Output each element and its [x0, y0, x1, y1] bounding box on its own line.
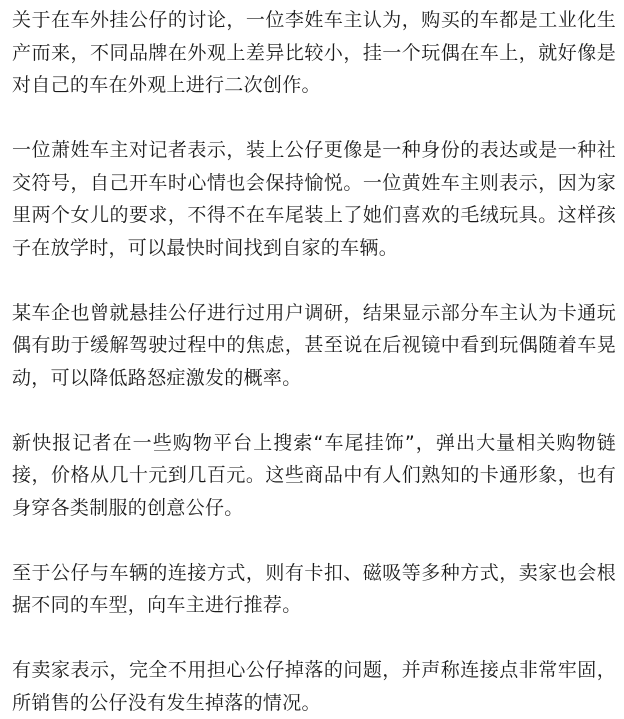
article-paragraph: 某车企也曾就悬挂公仔进行过用户调研，结果显示部分车主认为卡通玩偶有助于缓解驾驶过程中的焦虑，甚至说在后视镜中看到玩偶随着车晃动，可以降低路怒症激发的概率。	[12, 301, 616, 389]
article-paragraph: 关于在车外挂公仔的讨论，一位李姓车主认为，购买的车都是工业化生产而来，不同品牌在外观上差异比较小，挂一个玩偶在车上，就好像是对自己的车在外观上进行二次创作。	[12, 9, 616, 96]
article-paragraph: 至于公仔与车辆的连接方式，则有卡扣、磁吸等多种方式，卖家也会根据不同的车型，向车主进行推荐。	[12, 561, 616, 616]
article-paragraph: 一位萧姓车主对记者表示，装上公仔更像是一种身份的表达或是一种社交符号，自己开车时心情也会保持愉悦。一位黄姓车主则表示，因为家里两个女儿的要求，不得不在车尾装上了她们喜欢的毛绒玩具。这样孩子在放学时，可以最快时间找到自家的车辆。	[12, 139, 616, 259]
article-paragraph: 新快报记者在一些购物平台上搜索“车尾挂饰”，弹出大量相关购物链接，价格从几十元到几百元。这些商品中有人们熟知的卡通形象，也有身穿各类制服的创意公仔。	[12, 431, 616, 519]
article-paragraph: 有卖家表示，完全不用担心公仔掉落的问题，并声称连接点非常牢固，所销售的公仔没有发生掉落的情况。	[12, 659, 616, 714]
